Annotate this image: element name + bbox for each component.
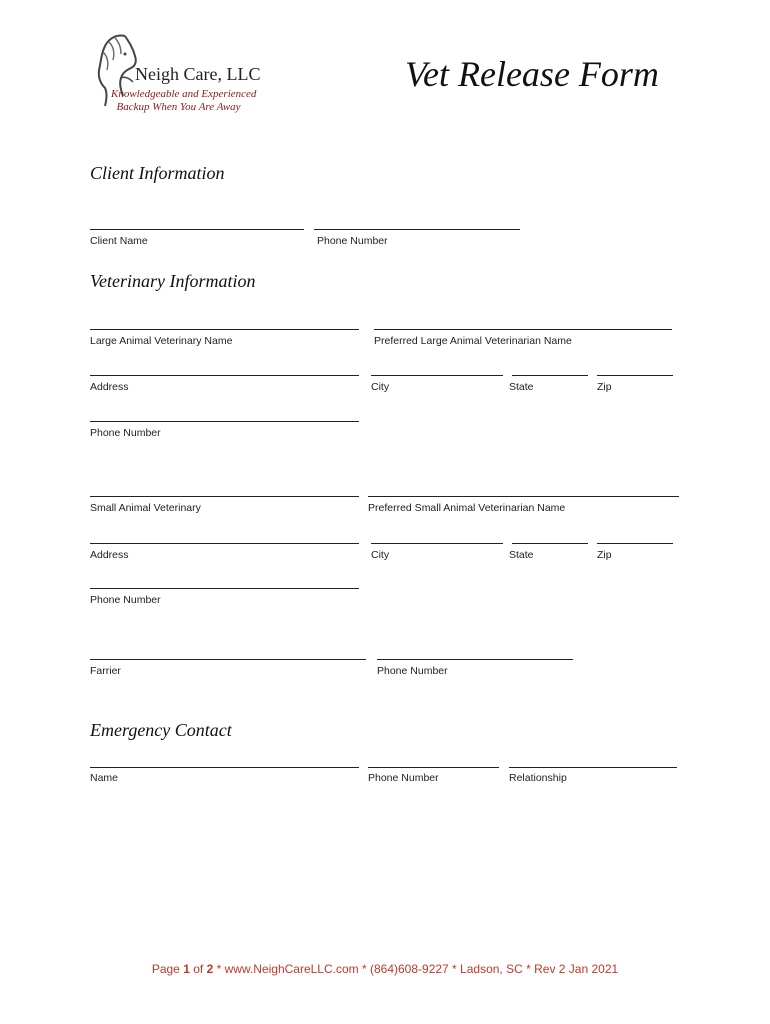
large-vet-phone-field[interactable] (90, 421, 359, 422)
emergency-phone-field[interactable] (368, 767, 499, 768)
large-vet-zip-field[interactable] (597, 375, 673, 376)
emergency-relationship-label: Relationship (509, 772, 567, 784)
footer-page-total: 2 (206, 962, 214, 976)
small-vet-zip-label: Zip (597, 549, 612, 561)
company-logo (95, 32, 295, 122)
footer-page-word: Page (151, 962, 180, 976)
large-vet-city-field[interactable] (371, 375, 503, 376)
large-vet-preferred-field[interactable] (374, 329, 672, 330)
footer-page-current: 1 (183, 962, 190, 976)
client-name-label: Client Name (90, 235, 148, 247)
page-footer (0, 962, 770, 976)
vet-info-heading: Veterinary Information (90, 271, 256, 291)
large-vet-zip-label: Zip (597, 381, 612, 393)
small-vet-phone-field[interactable] (90, 588, 359, 589)
small-vet-preferred-field[interactable] (368, 496, 679, 497)
client-info-heading: Client Information (90, 163, 225, 183)
small-vet-state-field[interactable] (512, 543, 588, 544)
logo-tagline-line-1: Knowledgeable and Experienced (111, 88, 257, 100)
small-vet-phone-label: Phone Number (90, 594, 161, 606)
emergency-name-label: Name (90, 772, 119, 784)
large-vet-address-label: Address (90, 381, 129, 393)
logo-tagline-line-2: Backup When You Are Away (116, 101, 241, 113)
large-vet-phone-label: Phone Number (90, 427, 161, 439)
large-vet-state-field[interactable] (512, 375, 588, 376)
form-title: Vet Release Form (405, 54, 659, 94)
small-vet-address-label: Address (90, 549, 129, 561)
small-vet-name-field[interactable] (90, 496, 359, 497)
client-phone-field[interactable] (314, 229, 520, 230)
large-vet-name-label: Large Animal Veterinary Name (90, 335, 233, 347)
small-vet-preferred-label: Preferred Small Animal Veterinarian Name (368, 502, 566, 514)
emergency-phone-label: Phone Number (368, 772, 439, 784)
emergency-contact-heading: Emergency Contact (90, 720, 232, 740)
large-vet-state-label: State (509, 381, 534, 393)
logo-company-name: Neigh Care, LLC (135, 64, 261, 84)
farrier-phone-field[interactable] (377, 659, 573, 660)
small-vet-zip-field[interactable] (597, 543, 673, 544)
farrier-name-field[interactable] (90, 659, 366, 660)
farrier-phone-label: Phone Number (377, 665, 448, 677)
small-vet-city-label: City (371, 549, 390, 561)
emergency-relationship-field[interactable] (509, 767, 677, 768)
small-vet-state-label: State (509, 549, 534, 561)
large-vet-name-field[interactable] (90, 329, 359, 330)
small-vet-city-field[interactable] (371, 543, 503, 544)
large-vet-preferred-label: Preferred Large Animal Veterinarian Name (374, 335, 572, 347)
footer-of-word: of (193, 962, 204, 976)
large-vet-address-field[interactable] (90, 375, 359, 376)
large-vet-city-label: City (371, 381, 390, 393)
logo-tagline (111, 88, 256, 114)
small-vet-name-label: Small Animal Veterinary (90, 502, 201, 514)
footer-contact-info: * www.NeighCareLLC.com * (864)608-9227 * Ladson, SC * Rev 2 Jan 2021 (213, 962, 619, 976)
emergency-name-field[interactable] (90, 767, 359, 768)
client-name-field[interactable] (90, 229, 304, 230)
small-vet-address-field[interactable] (90, 543, 359, 544)
client-phone-label: Phone Number (317, 235, 388, 247)
farrier-label: Farrier (90, 665, 121, 677)
